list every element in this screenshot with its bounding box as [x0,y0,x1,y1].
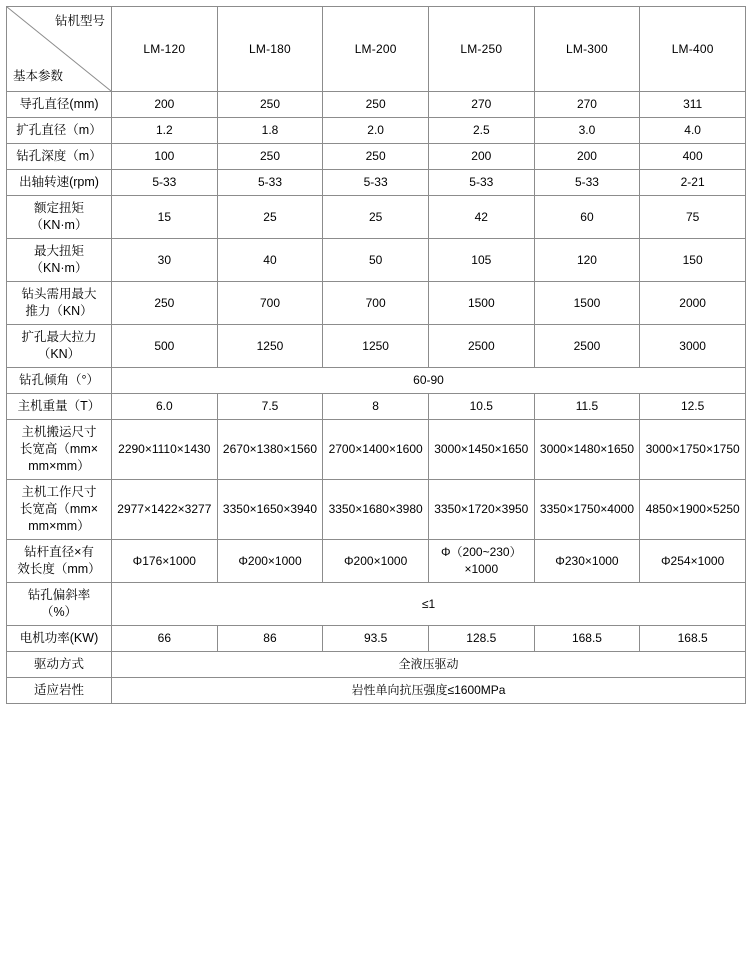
value-cell: 100 [112,144,218,170]
param-cell [7,170,112,196]
value-cell: 25 [217,196,323,239]
value-cell: 10.5 [428,394,534,420]
value-cell: 400 [640,144,746,170]
value-cell: 11.5 [534,394,640,420]
value-cell: Φ176×1000 [112,540,218,583]
param-label-line: 额定扭矩 [33,201,84,215]
value-cell: 30 [112,239,218,282]
param-label-line: 主机重量（T） [17,399,101,413]
value-cell: 15 [112,196,218,239]
value-cell: 168.5 [640,626,746,652]
table-row [7,678,746,704]
value-cell: 5-33 [323,170,429,196]
value-cell: 75 [640,196,746,239]
param-cell [7,118,112,144]
value-cell: 250 [323,92,429,118]
param-label-line: 钻孔深度（m） [16,149,102,163]
table-row [7,540,746,583]
value-cell: 3350×1750×4000 [534,480,640,540]
value-cell: 2977×1422×3277 [112,480,218,540]
param-label-line: 钻孔倾角（°） [19,373,99,387]
param-cell [7,583,112,626]
value-cell: 168.5 [534,626,640,652]
value-cell: 250 [217,92,323,118]
value-cell: Φ200×1000 [323,540,429,583]
value-cell: 3350×1720×3950 [428,480,534,540]
value-cell: 120 [534,239,640,282]
table-row [7,583,746,626]
merged-value-cell: ≤1 [112,583,746,626]
value-cell: 2290×1110×1430 [112,420,218,480]
value-cell: 50 [323,239,429,282]
value-cell: 270 [534,92,640,118]
value-cell: 25 [323,196,429,239]
model-header-5: LM-400 [640,7,746,92]
corner-header-cell [7,7,112,92]
value-cell: 8 [323,394,429,420]
model-header-2: LM-200 [323,7,429,92]
value-cell: 1500 [428,282,534,325]
value-cell: 5-33 [112,170,218,196]
value-cell: 2500 [428,325,534,368]
value-cell: Φ230×1000 [534,540,640,583]
value-cell: 86 [217,626,323,652]
param-cell [7,540,112,583]
value-cell: 270 [428,92,534,118]
param-label-line: 主机搬运尺寸 [21,425,97,439]
corner-param-label: 基本参数 [13,69,64,83]
param-label-line: 效长度（mm） [17,562,101,576]
param-cell [7,480,112,540]
table-row [7,480,746,540]
param-cell [7,626,112,652]
value-cell: 250 [323,144,429,170]
value-cell: 7.5 [217,394,323,420]
model-header-4: LM-300 [534,7,640,92]
param-label-line: 出轴转速(rpm) [19,175,99,189]
table-row [7,626,746,652]
value-cell: 12.5 [640,394,746,420]
value-cell: 3.0 [534,118,640,144]
value-cell: 1250 [217,325,323,368]
value-cell: 250 [112,282,218,325]
table-row [7,420,746,480]
value-cell: 66 [112,626,218,652]
value-cell: 1500 [534,282,640,325]
param-label-line: 适应岩性 [33,683,84,697]
value-cell: 200 [112,92,218,118]
param-cell [7,144,112,170]
value-cell: 1.2 [112,118,218,144]
value-cell: 2-21 [640,170,746,196]
value-cell: 5-33 [217,170,323,196]
value-cell: 40 [217,239,323,282]
table-row [7,368,746,394]
param-label-line: （%） [40,605,78,619]
param-cell [7,196,112,239]
value-cell: Φ（200~230）×1000 [428,540,534,583]
value-cell: 2500 [534,325,640,368]
param-cell [7,420,112,480]
value-cell: 2670×1380×1560 [217,420,323,480]
value-cell: 3000×1480×1650 [534,420,640,480]
value-cell: 4850×1900×5250 [640,480,746,540]
param-label-line: 导孔直径(mm) [19,97,99,111]
value-cell: 5-33 [534,170,640,196]
param-cell [7,325,112,368]
drilling-rig-spec-table [6,6,746,704]
merged-value-cell: 全液压驱动 [112,652,746,678]
param-cell [7,239,112,282]
value-cell: 700 [323,282,429,325]
param-label-line: 电机功率(KW) [19,631,99,645]
value-cell: 700 [217,282,323,325]
param-label-line: mm×mm） [28,459,90,473]
param-label-line: 驱动方式 [33,657,84,671]
table-row [7,652,746,678]
param-label-line: （KN·m） [30,218,88,232]
value-cell: 42 [428,196,534,239]
param-label-line: 扩孔直径（m） [16,123,102,137]
param-cell [7,368,112,394]
table-header-row [7,7,746,92]
param-label-line: （KN） [37,347,81,361]
value-cell: 5-33 [428,170,534,196]
param-cell [7,678,112,704]
value-cell: 1.8 [217,118,323,144]
param-label-line: 钻头需用最大 [21,287,97,301]
value-cell: 200 [534,144,640,170]
table-body [7,7,746,704]
merged-value-cell: 60-90 [112,368,746,394]
table-row [7,394,746,420]
table-row [7,170,746,196]
value-cell: 6.0 [112,394,218,420]
param-label-line: 最大扭矩 [33,244,84,258]
merged-value-cell: 岩性单向抗压强度≤1600MPa [112,678,746,704]
param-label-line: 长宽高（mm× [19,442,99,456]
value-cell: 4.0 [640,118,746,144]
model-header-1: LM-180 [217,7,323,92]
value-cell: 150 [640,239,746,282]
value-cell: 105 [428,239,534,282]
value-cell: 500 [112,325,218,368]
value-cell: Φ254×1000 [640,540,746,583]
value-cell: 311 [640,92,746,118]
value-cell: 60 [534,196,640,239]
value-cell: 2700×1400×1600 [323,420,429,480]
param-label-line: 主机工作尺寸 [21,485,97,499]
value-cell: 250 [217,144,323,170]
value-cell: 1250 [323,325,429,368]
value-cell: 3000×1750×1750 [640,420,746,480]
param-label-line: 长宽高（mm× [19,502,99,516]
param-label-line: mm×mm） [28,519,90,533]
value-cell: 3000×1450×1650 [428,420,534,480]
value-cell: 2.5 [428,118,534,144]
value-cell: 93.5 [323,626,429,652]
table-row [7,325,746,368]
corner-model-label: 钻机型号 [54,14,105,28]
value-cell: 3350×1680×3980 [323,480,429,540]
table-row [7,118,746,144]
table-row [7,282,746,325]
value-cell: 3000 [640,325,746,368]
value-cell: Φ200×1000 [217,540,323,583]
param-label-line: 钻杆直径×有 [24,545,94,559]
value-cell: 2000 [640,282,746,325]
table-row [7,92,746,118]
table-row [7,239,746,282]
param-label-line: 推力（KN） [25,304,93,318]
model-header-3: LM-250 [428,7,534,92]
value-cell: 3350×1650×3940 [217,480,323,540]
param-label-line: 扩孔最大拉力 [21,330,97,344]
param-label-line: 钻孔偏斜率 [27,588,91,602]
table-row [7,144,746,170]
param-label-line: （KN·m） [30,261,88,275]
param-cell [7,394,112,420]
value-cell: 200 [428,144,534,170]
param-cell [7,92,112,118]
param-cell [7,652,112,678]
model-header-0: LM-120 [112,7,218,92]
value-cell: 2.0 [323,118,429,144]
param-cell [7,282,112,325]
value-cell: 128.5 [428,626,534,652]
table-row [7,196,746,239]
